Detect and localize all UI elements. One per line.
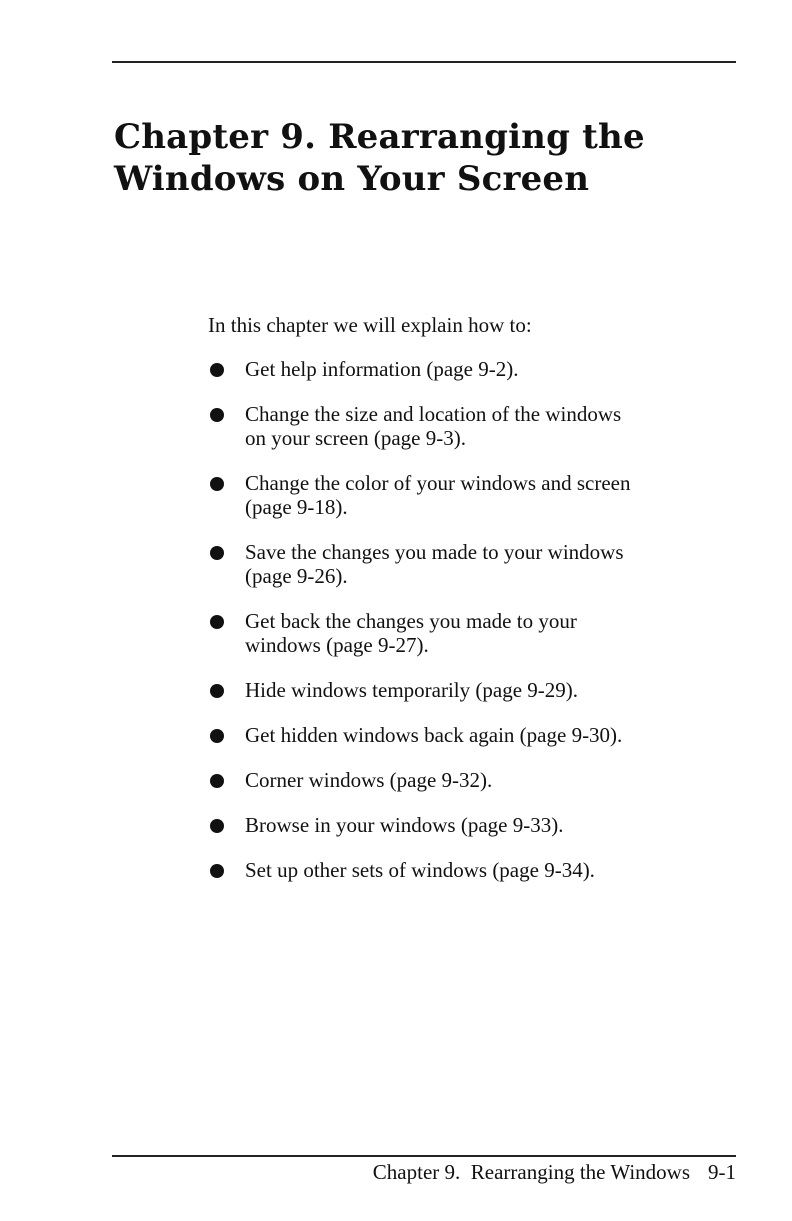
footer-rule (112, 1155, 736, 1157)
bullet-icon (210, 774, 224, 788)
topic-line: Change the color of your windows and screen (245, 471, 631, 495)
topic-list (208, 357, 738, 903)
running-title: Chapter 9. Rearranging the Windows (372, 1160, 690, 1184)
topic-item (208, 723, 738, 747)
bullet-icon (210, 363, 224, 377)
topic-line: on your screen (page 9-3). (245, 426, 466, 450)
topic-line: Save the changes you made to your windows (245, 540, 624, 564)
header-rule (112, 61, 736, 63)
bullet-icon (210, 684, 224, 698)
chapter-title-line-1: Chapter 9. Rearranging the (114, 117, 645, 157)
topic-line: Get back the changes you made to your (245, 609, 577, 633)
bullet-icon (210, 546, 224, 560)
topic-item (208, 858, 738, 882)
topic-line: Get help information (page 9-2). (245, 357, 519, 381)
topic-item (208, 402, 738, 450)
topic-line: windows (page 9-27). (245, 633, 429, 657)
topic-line: (page 9-26). (245, 564, 348, 588)
topic-item (208, 813, 738, 837)
topic-item (208, 471, 738, 519)
intro-text: In this chapter we will explain how to: (208, 313, 532, 337)
topic-item (208, 540, 738, 588)
topic-line: Change the size and location of the windows (245, 402, 622, 426)
page-footer (373, 1159, 736, 1186)
bullet-icon (210, 819, 224, 833)
chapter-title (114, 116, 645, 200)
bullet-icon (210, 477, 224, 491)
topic-line: Browse in your windows (page 9-33). (245, 813, 564, 837)
topic-line: Get hidden windows back again (page 9-30). (245, 723, 623, 747)
bullet-icon (210, 864, 224, 878)
topic-line: Hide windows temporarily (page 9-29). (245, 678, 578, 702)
topic-line: Corner windows (page 9-32). (245, 768, 493, 792)
topic-item (208, 768, 738, 792)
bullet-icon (210, 615, 224, 629)
topic-item (208, 357, 738, 381)
topic-line: Set up other sets of windows (page 9-34). (245, 858, 595, 882)
bullet-icon (210, 729, 224, 743)
topic-line: (page 9-18). (245, 495, 348, 519)
bullet-icon (210, 408, 224, 422)
topic-item (208, 678, 738, 702)
page-number: 9-1 (708, 1160, 736, 1184)
chapter-title-line-2: Windows on Your Screen (114, 159, 590, 199)
topic-item (208, 609, 738, 657)
